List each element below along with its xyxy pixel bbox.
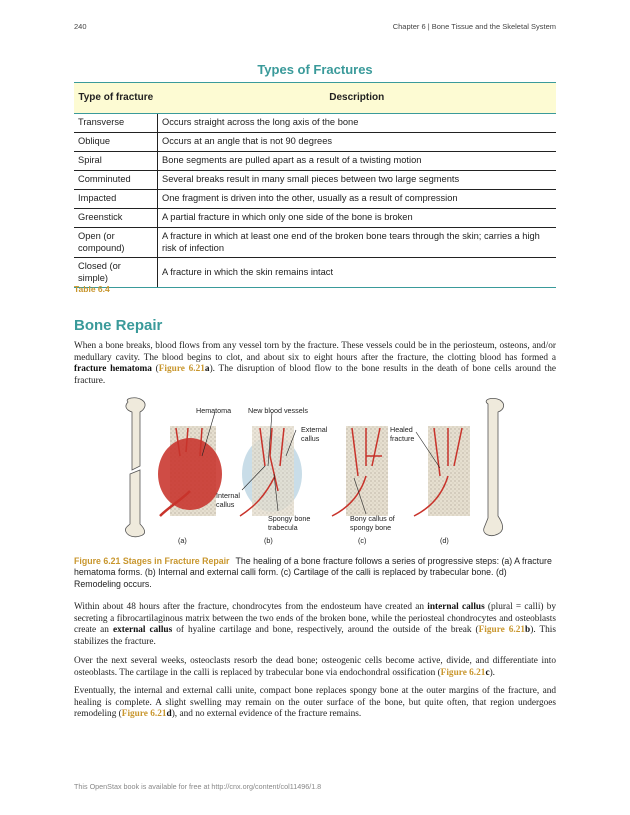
label-spongy-bone-trabecula: Spongy bone trabecula	[268, 514, 311, 532]
key-term: external callus	[112, 625, 173, 636]
table-title: Types of Fractures	[257, 62, 373, 77]
figure-link[interactable]: Figure 6.21	[478, 625, 526, 636]
panel-a-hematoma	[158, 412, 222, 516]
footer-note: This OpenStax book is available for free at http://cnx.org/content/col11496/1.8	[74, 782, 322, 791]
text: Over the next several weeks, osteoclasts resorb the dead bone; osteogenic cells become active, divide, and differentiate into osteoblasts. The cartilage in the calli is replaced by trabecular bone via endochondral ossification (	[74, 656, 556, 678]
healed-femur-icon	[484, 398, 504, 535]
text: ).	[489, 667, 495, 678]
label-bony-callus: Bony callus of spongy bone	[350, 514, 395, 532]
header-type: Type of fracture	[74, 83, 158, 114]
paragraph-2	[74, 602, 556, 648]
text: (plural = calli) by secreting a fibrocartilaginous matrix between the two ends of the broken bone, while the periosteal chondrocytes and osteoblasts create an	[74, 602, 557, 636]
cell-type: Comminuted	[74, 171, 158, 190]
key-term: fracture hematoma	[74, 364, 152, 375]
page-number: 240	[74, 22, 87, 31]
table-row	[74, 152, 556, 171]
panel-label-a: (a)	[178, 536, 187, 545]
cell-description: One fragment is driven into the other, usually as a result of compression	[158, 190, 557, 209]
cell-description: A partial fracture in which only one side of the bone is broken	[158, 209, 557, 228]
figure-part: c	[485, 667, 490, 678]
table-row	[74, 258, 556, 288]
paragraph-4	[74, 686, 556, 721]
table-caption: Table 6.4	[74, 284, 110, 294]
label-external-callus: External callus	[301, 425, 328, 443]
key-term: internal callus	[427, 602, 485, 612]
label-hematoma: Hematoma	[196, 406, 232, 415]
cell-type: Greenstick	[74, 209, 158, 228]
text: of hyaline cartilage and bone, respectively, around the outside of the break (	[172, 625, 479, 636]
text: ), and no external evidence of the fracture remains.	[171, 709, 362, 720]
table-row	[74, 228, 556, 258]
cell-type: Transverse	[74, 114, 158, 133]
table-row	[74, 133, 556, 152]
panel-label-b: (b)	[264, 536, 273, 545]
table-row	[74, 114, 556, 133]
text: When a bone breaks, blood flows from any vessel torn by the fracture. These vessels could be in the periosteum, osteons, and/or medullary cavity. The blood begins to clot, and about six to eight hours after the fracture, the clotting blood has formed a	[74, 341, 556, 363]
figure-caption	[74, 556, 556, 590]
fractures-table	[74, 82, 556, 288]
label-internal-callus: Internal callus	[216, 491, 240, 509]
header-description: Description	[158, 83, 557, 114]
fracture-repair-figure	[110, 396, 520, 548]
label-new-blood-vessels: New blood vessels	[248, 406, 308, 415]
panel-label-d: (d)	[440, 536, 449, 545]
text: ). The disruption of blood flow to the bone results in the death of bone cells around the fracture.	[74, 364, 556, 386]
cell-description: A fracture in which the skin remains intact	[158, 258, 557, 288]
cell-type: Oblique	[74, 133, 158, 152]
cell-type: Impacted	[74, 190, 158, 209]
panel-label-c: (c)	[358, 536, 367, 545]
figure-part: b	[525, 625, 531, 636]
figure-link[interactable]: Figure 6.21	[121, 709, 167, 720]
cell-type: Open (or compound)	[74, 228, 158, 258]
cell-description: Occurs straight across the long axis of the bone	[158, 114, 557, 133]
section-heading: Bone Repair	[74, 317, 163, 334]
figure-caption-text: The healing of a bone fracture follows a series of progressive steps: (a) A fracture hematoma forms. (b) Internal and external calli form. (c) Cartilage of the calli is replaced by trabecular bone. (d) Remodeling occurs.	[74, 556, 552, 589]
text: (	[151, 364, 159, 375]
text: Eventually, the internal and external calli unite, compact bone replaces spongy bone at the outer margins of the fracture, and healing is complete. A slight swelling may remain on the outer surface of the bone, but quite often, that region undergoes remodeling (	[74, 686, 556, 720]
table-header-row	[74, 83, 556, 114]
figure-part: d	[166, 709, 172, 720]
text: Within about 48 hours after the fracture, chondrocytes from the endosteum have created an	[74, 602, 428, 612]
table-row	[74, 171, 556, 190]
cell-type: Closed (or simple)	[74, 258, 158, 288]
cell-description: Occurs at an angle that is not 90 degrees	[158, 133, 557, 152]
figure-link[interactable]: Figure 6.21	[158, 364, 205, 375]
text: ). This stabilizes the fracture.	[74, 625, 556, 647]
paragraph-3	[74, 656, 556, 679]
cell-description: Bone segments are pulled apart as a result of a twisting motion	[158, 152, 557, 171]
paragraph-1	[74, 341, 556, 387]
chapter-title: Chapter 6 | Bone Tissue and the Skeletal System	[392, 22, 556, 31]
label-healed-fracture: Healed fracture	[390, 425, 415, 443]
table-row	[74, 190, 556, 209]
broken-femur-icon	[125, 398, 145, 537]
figure-link[interactable]: Figure 6.21	[440, 667, 486, 678]
figure-caption-title: Figure 6.21 Stages in Fracture Repair	[74, 556, 230, 566]
cell-description: A fracture in which at least one end of the broken bone tears through the skin; carries a high risk of infection	[158, 228, 557, 258]
figure-part: a	[204, 364, 210, 375]
table-row	[74, 209, 556, 228]
cell-description: Several breaks result in many small pieces between two large segments	[158, 171, 557, 190]
cell-type: Spiral	[74, 152, 158, 171]
